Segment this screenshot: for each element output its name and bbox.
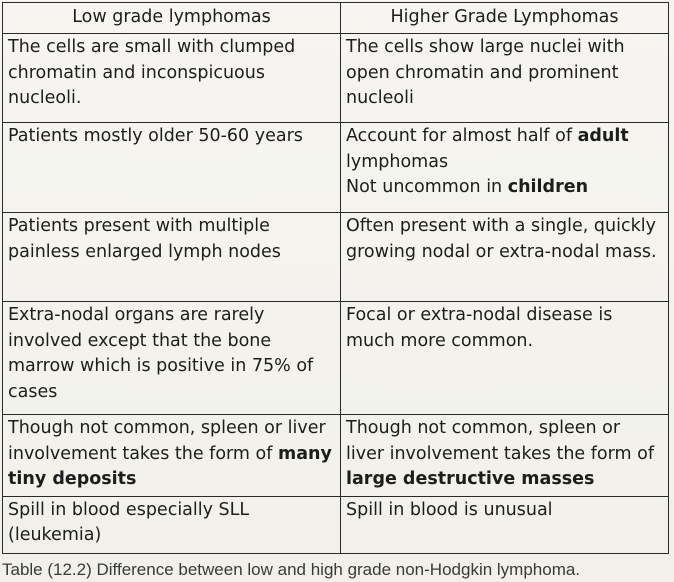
- high-grade-cell: [341, 213, 669, 302]
- text-segment: Not uncommon in: [346, 177, 508, 197]
- low-grade-cell: [3, 123, 341, 213]
- table-row: [3, 302, 669, 415]
- table-row: [3, 213, 669, 302]
- low-grade-cell: [3, 34, 341, 123]
- cell-text: [8, 303, 335, 405]
- high-grade-cell: [341, 302, 669, 415]
- bold-text: adult: [577, 126, 629, 146]
- bold-text: many tiny deposits: [8, 443, 332, 489]
- text-segment: Often present with a single, quickly growing nodal or extra-nodal mass.: [346, 216, 657, 262]
- text-segment: lymphomas: [346, 151, 449, 172]
- low-grade-cell: [3, 302, 341, 415]
- table-caption: [2, 557, 670, 579]
- text-segment: Though not common, spleen or liver involvement takes the form of: [8, 418, 326, 464]
- cell-text: [346, 303, 663, 354]
- cell-text: [346, 214, 663, 265]
- text-segment: Focal or extra-nodal disease is much more common.: [346, 305, 613, 351]
- header-high-grade: Higher Grade Lymphomas: [341, 3, 669, 34]
- text-segment: The cells show large nuclei with open chromatin and prominent nucleoli: [346, 37, 625, 108]
- text-segment: Spill in blood is unusual: [346, 499, 553, 520]
- cell-text: [8, 124, 335, 150]
- bold-text: large destructive masses: [346, 469, 595, 489]
- cell-text: [346, 498, 663, 524]
- high-grade-cell: [341, 415, 669, 497]
- cell-text: [8, 416, 335, 493]
- table-row: [3, 496, 669, 553]
- text-segment: Spill in blood especially SLL (leukemia): [8, 499, 250, 545]
- text-segment: Patients mostly older 50-60 years: [8, 126, 303, 146]
- text-segment: Extra-nodal organs are rarely involved except that the bone marrow which is positive in 75% of cases: [8, 305, 314, 402]
- text-segment: Account for almost half of: [346, 126, 578, 146]
- high-grade-cell: [341, 123, 669, 213]
- low-grade-cell: [3, 496, 341, 553]
- comparison-table: [2, 2, 669, 554]
- text-segment: Patients present with multiple painless enlarged lymph nodes: [8, 216, 281, 262]
- high-grade-cell: [341, 34, 669, 123]
- cell-text: [346, 124, 663, 201]
- header-low-grade: Low grade lymphomas: [3, 3, 341, 34]
- cell-text: [8, 498, 335, 549]
- low-grade-cell: [3, 213, 341, 302]
- high-grade-cell: [341, 496, 669, 553]
- cell-text: [346, 35, 663, 112]
- caption-text: Table (12.2) Difference between low and high grade non-Hodgkin lymphoma.: [2, 560, 581, 579]
- cell-text: [8, 214, 335, 265]
- table-row: [3, 123, 669, 213]
- cell-text: [8, 35, 335, 112]
- table-row: [3, 34, 669, 123]
- bold-text: children: [507, 177, 589, 197]
- table-header-row: [3, 3, 669, 34]
- cell-text: [346, 416, 663, 493]
- low-grade-cell: [3, 415, 341, 497]
- text-segment: Though not common, spleen or liver involvement takes the form of: [346, 418, 654, 464]
- text-segment: The cells are small with clumped chromatin and inconspicuous nucleoli.: [8, 37, 296, 108]
- table-row: [3, 415, 669, 497]
